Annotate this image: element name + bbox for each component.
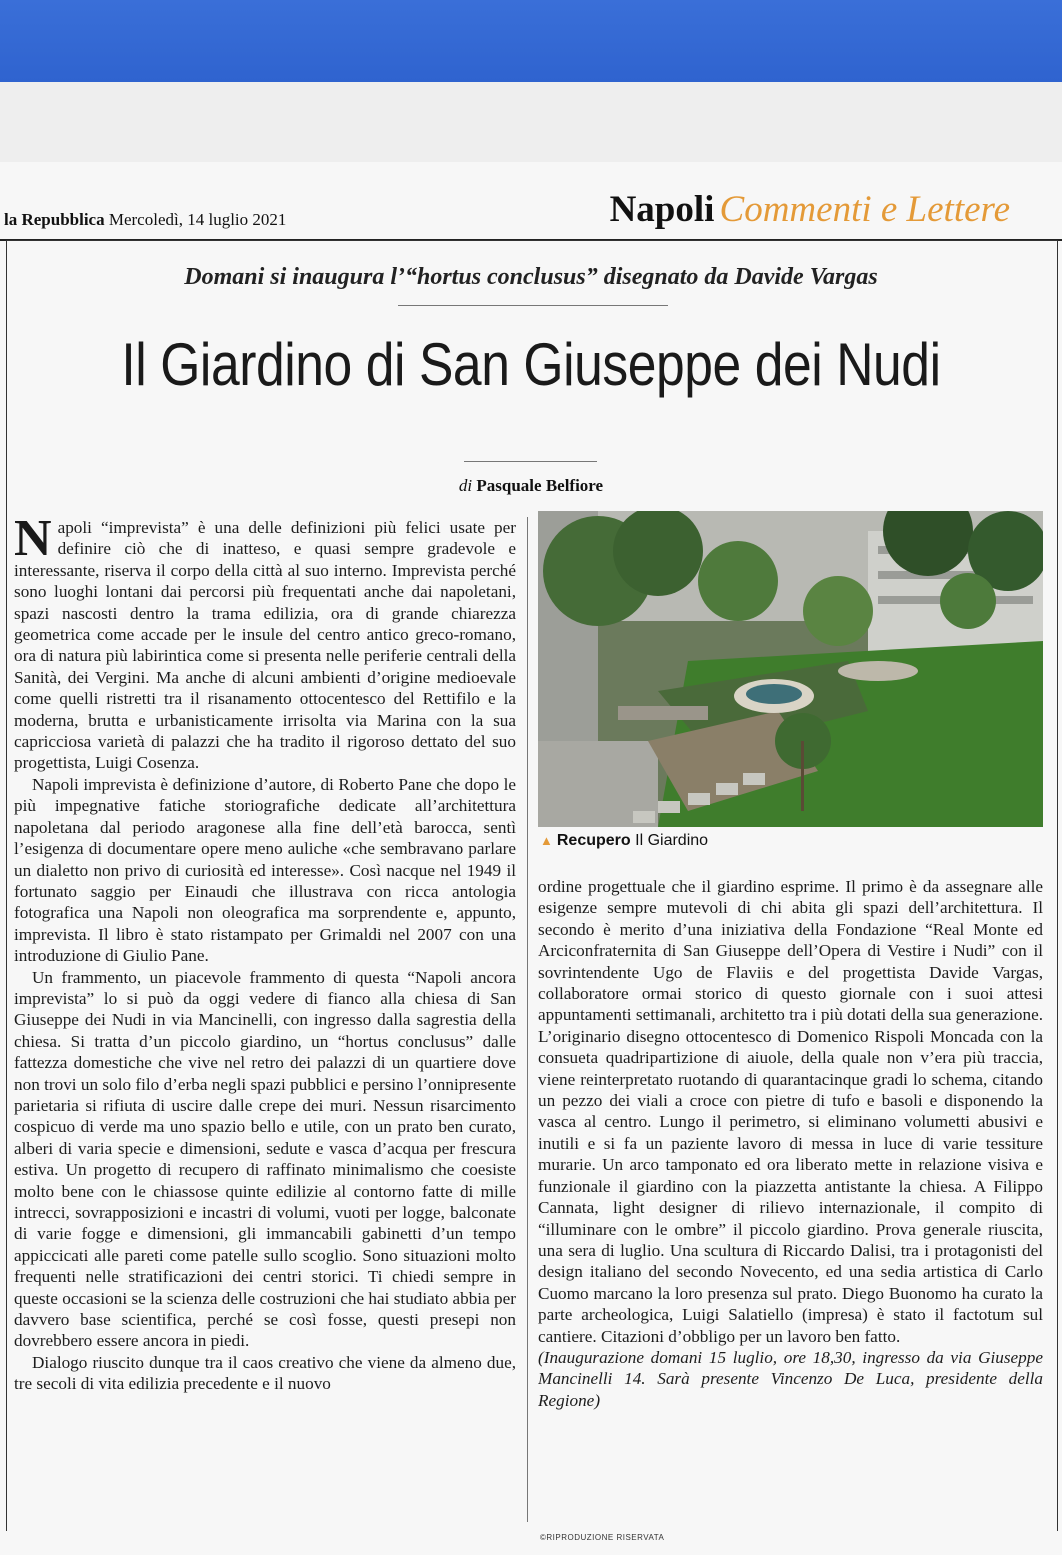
column-divider — [527, 517, 528, 1522]
article-column-left — [14, 517, 516, 1517]
masthead-brand — [4, 210, 286, 230]
paragraph: Napoli “imprevista” è una delle definizioni più felici usate per definire ciò che di inatteso, e quasi sempre gradevole e interessante, riserva il corpo della città al suo interno. Imprevista perché sono luoghi lontani dai percorsi più frequentati anche dai napoletani, spazi nascosti dentro la trama edilizia, ora di grande chiarezza geometrica come accade per le insule del centro antico greco-romano, ora di natura più labirintica come si presenta nelle periferie centrali della Sanità, dei Vergini. Ma anche di alcuni ambienti d’origine medioevale come quelli ristretti tra il risanamento ottocentesco del Rettifilo e la moderna, brutta e urbanisticamente irrisolta via Marina con la sua capricciosa varietà di palazzi che ha tradito il rigoroso dettato del suo progettista, Luigi Cosenza. — [14, 517, 516, 773]
byline-divider — [464, 461, 597, 462]
issue-date: Mercoledì, 14 luglio 2021 — [108, 210, 287, 229]
caption-label: Recupero — [556, 832, 631, 849]
kicker-divider — [398, 305, 668, 306]
garden-photo-illustration — [538, 511, 1043, 827]
inauguration-note: (Inaugurazione domani 15 luglio, ore 18,30, ingresso da via Giuseppe Mancinelli 14. Sarà presente Vincenzo De Luca, presidente della Regione) — [538, 1347, 1043, 1410]
section-city: Napoli — [609, 189, 715, 230]
section-title: Commenti e Lettere — [719, 189, 1010, 230]
byline-prefix: di — [458, 476, 473, 495]
paragraph: Napoli imprevista è definizione d’autore, di Roberto Pane che dopo le più impegnative fatiche storiografiche dedicate all’architettura napoletana dal periodo aragonese alla fine dell’età barocca, sentì l’esigenza di documentare opere meno auliche «che sembravano parlare un dialetto non privo di curiosità ed interesse». Così nacque nel 1949 il fortunato saggio per Einaudi che illustrava con ricca antologia fotografica una Napoli non oleografica ma sorprendente e, appunto, imprevista. Il libro è stato ristampato per Grimaldi nel 2007 con una introduzione di Giulio Pane. — [14, 774, 516, 966]
headline: Il Giardino di San Giuseppe dei Nudi — [121, 331, 941, 398]
section-header — [610, 188, 1010, 231]
caption-text: Il Giardino — [635, 832, 709, 849]
drop-cap: N — [14, 517, 52, 567]
status-bar — [0, 0, 1062, 82]
paragraph: Un frammento, un piacevole frammento di questa “Napoli ancora imprevista” lo si può da oggi vedere di fianco alla chiesa di San Giuseppe dei Nudi in via Mancinelli, con ingresso dalla sagrestia della chiesa. Si tratta d’un piccolo giardino, un “hortus conclusus” dalle fattezza domestiche che vive nel retro dei palazzi di un quartiere dove non trovi un solo filo d’erba negli spazi pubblici e persino l’onnipresente parietaria si rifiuta di uscire dalle crepe dei muri. Nessun risarcimento cospicuo di verde ma uno spazio bello e utile, con un prato ben curato, alberi di varia specie e dimensioni, sedute e vasca d’acqua per frescura estiva. Un progetto di recupero di raffinato minimalismo che coesiste molto bene con le chiassose quinte edilizie al contorno fatte di mille intrecci, sovrapposizioni e incastri di volumi, vuoti per logge, balconate di varie fogge e dimensioni, gli immancabili gabinetti d’un tempo appiccicati alle pareti come patelle sullo scoglio. Sono situazioni molto frequenti nelle stratificazioni dei centri storici. Ti chiedi sempre in queste occasioni se la scienza delle costruzioni che hai studiato abbia per davvero base scientifica, perché se così fosse, questi presepi non dovrebbero essere ancora in piedi. — [14, 967, 516, 1351]
article-column-right — [538, 876, 1043, 1521]
copyright-notice: ©RIPRODUZIONE RISERVATA — [540, 1533, 665, 1542]
caption-triangle-icon: ▲ — [540, 833, 553, 848]
photo-caption — [540, 832, 708, 850]
byline — [0, 476, 1062, 496]
app-toolbar — [0, 82, 1062, 162]
paper-name: la Repubblica — [4, 210, 105, 229]
paragraph: ordine progettuale che il giardino esprime. Il primo è da assegnare alle esigenze sempre mutevoli di chi abita gli spazi dell’architettura. Il secondo è merito d’una iniziativa della Fondazione “Real Monte ed Arciconfraternita di San Giuseppe dell’Opera di Vestire i Nudi” con il sovrintendente Ugo de Flaviis e del progettista Davide Vargas, collaboratore ormai storico di questo giornale con i suoi attesi appuntamenti settimanali, architetto tra i più dotati della sua generazione. L’originario disegno ottocentesco di Domenico Rispoli Moncada con la consueta quadripartizione di aiuole, della quale non v’era più traccia, viene reinterpretato ruotando di quarantacinque gradi lo schema, citando un pezzo dei viali a croce con pietre di tufo e basoli e disponendo la vasca al centro. Lungo il perimetro, si eliminano volumetti abusivi e inutili e si fa un paziente lavoro di messa in luce di varie tessiture murarie. Un arco tamponato ed ora liberato mette in relazione visiva e funzionale il giardino con la piazzetta antistante la chiesa. A Filippo Cannata, light designer di rilievo internazionale, il compito di “illuminare con le ombre” il piccolo giardino. Prova generale riuscita, una sera di luglio. Una scultura di Riccardo Dalisi, tra i protagonisti del design italiano del secondo Novecento, ed una sedia artistica di Carlo Cuomo marcano la loro presenza sul prato. Diego Buonomo ha curato la parte archeologica, Luigi Salatiello (impresa) è stato il factotum sul cantiere. Citazioni d’obbligo per un lavoro ben fatto. — [538, 877, 1043, 1346]
paragraph: Dialogo riuscito dunque tra il caos creativo che viene da almeno due, tre secoli di vita edilizia precedente e il nuovo — [14, 1352, 516, 1394]
kicker: Domani si inaugura l’“hortus conclusus” disegnato da Davide Vargas — [184, 264, 878, 290]
garden-photo — [538, 511, 1043, 827]
byline-author: Pasquale Belfiore — [476, 476, 604, 495]
